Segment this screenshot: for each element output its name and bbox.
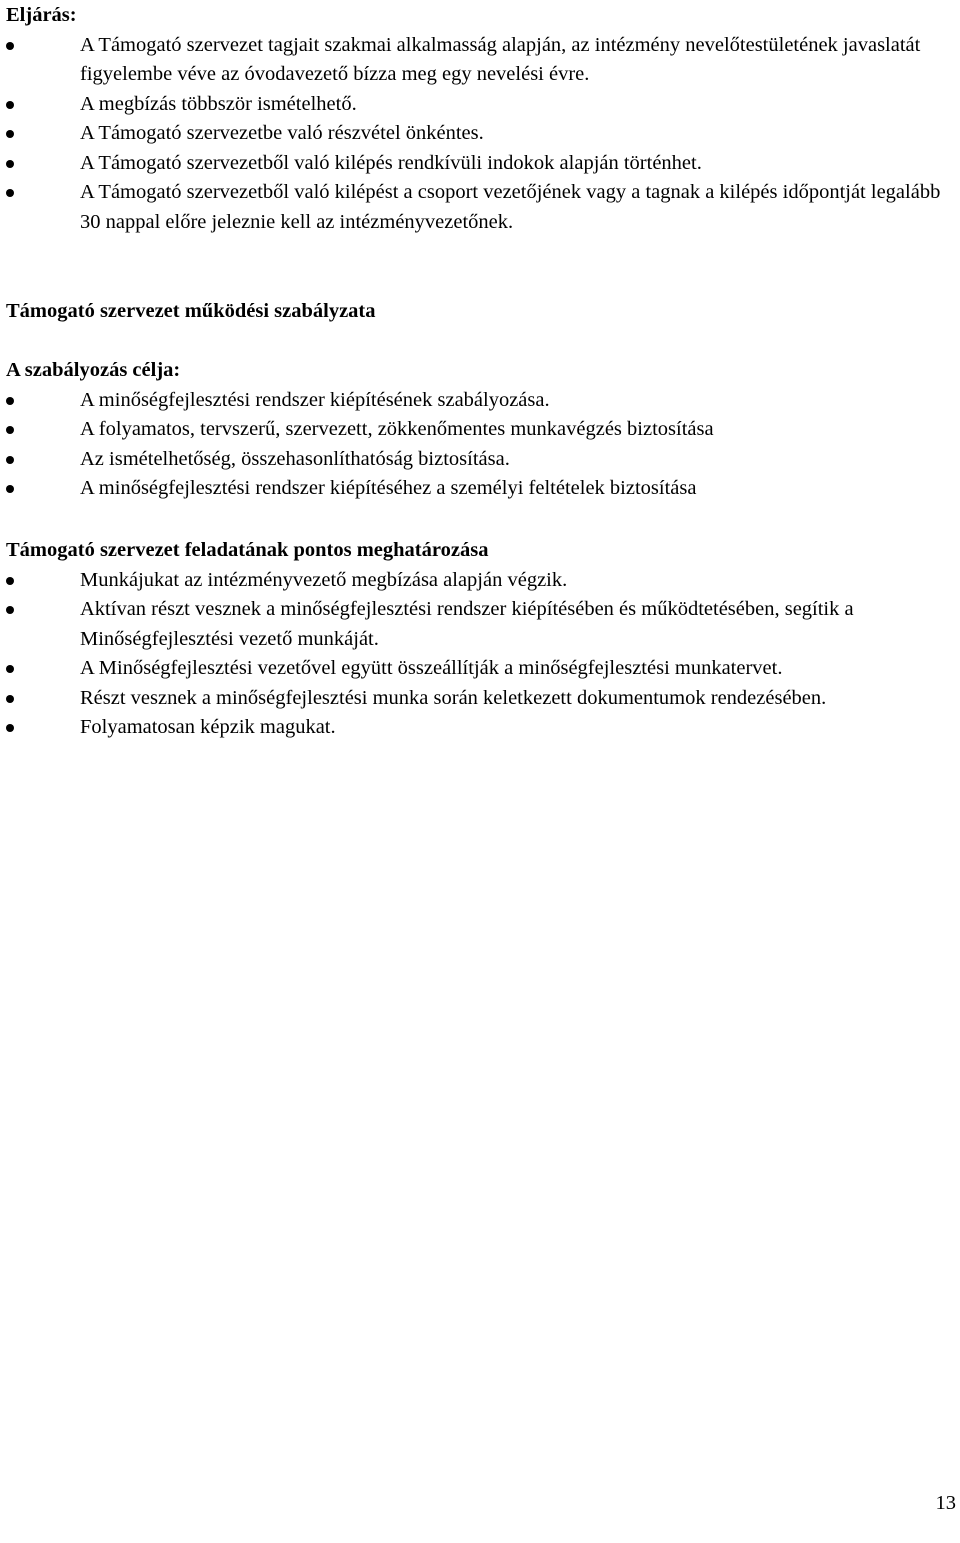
list-item: [6, 149, 956, 179]
list-item-text: Folyamatosan képzik magukat.: [80, 716, 336, 738]
list-item-text: Az ismételhetőség, összehasonlíthatóság biztosítása.: [80, 447, 510, 470]
list-item: [6, 415, 956, 445]
list-item-text: A Támogató szervezet tagjait szakmai alkalmasság alapján, az intézmény nevelőtestületének javaslatát figyelembe véve az óvodavezető bízza meg egy nevelési évre.: [80, 33, 921, 85]
list-item-text: A Minőségfejlesztési vezetővel együtt összeállítják a minőségfejlesztési munkatervet.: [80, 657, 783, 679]
list-item-text: A folyamatos, tervszerű, szervezett, zökkenőmentes munkavégzés biztosítása: [80, 418, 714, 440]
list-item: [6, 474, 956, 504]
page-number: 13: [935, 1492, 956, 1514]
list-item-text: A megbízás többször ismételhető.: [80, 92, 357, 115]
list-item: [6, 713, 956, 743]
list-item-text: A minőségfejlesztési rendszer kiépítésének szabályozása.: [80, 388, 550, 411]
section-feladat: [6, 536, 956, 743]
list-feladat: [6, 566, 956, 743]
list-item: [6, 566, 956, 596]
list-item: [6, 178, 956, 237]
bullet-icon: [6, 189, 14, 197]
section-eljaras: [6, 1, 956, 237]
bullet-icon: [6, 665, 14, 673]
bullet-icon: [6, 160, 14, 168]
list-item-text: Munkájukat az intézményvezető megbízása alapján végzik.: [80, 568, 568, 591]
bullet-icon: [6, 101, 14, 109]
bullet-icon: [6, 695, 14, 703]
list-item-text: Részt vesznek a minőségfejlesztési munka során keletkezett dokumentumok rendezésében.: [80, 686, 827, 709]
list-item-text: Aktívan részt vesznek a minőségfejlesztési rendszer kiépítésében és működtetésében, segítik a Minőségfejlesztési vezető munkáját.: [80, 598, 854, 650]
bullet-icon: [6, 42, 14, 50]
list-item: [6, 654, 956, 684]
list-item: [6, 445, 956, 475]
list-eljaras: [6, 31, 956, 238]
list-item: [6, 31, 956, 90]
heading-feladat: Támogató szervezet feladatának pontos meghatározása: [6, 539, 489, 561]
list-item-text: A Támogató szervezetből való kilépést a csoport vezetőjének vagy a tagnak a kilépés időpontját legalább 30 nappal előre jeleznie kell az intézményvezetőnek.: [80, 181, 941, 233]
list-item: [6, 386, 956, 416]
section-mukodesi: [6, 297, 956, 327]
list-item-text: A Támogató szervezetbe való részvétel önkéntes.: [80, 122, 484, 144]
heading-mukodesi: Támogató szervezet működési szabályzata: [6, 300, 376, 322]
list-item-text: A Támogató szervezetből való kilépés rendkívüli indokok alapján történhet.: [80, 151, 702, 174]
bullet-icon: [6, 577, 14, 585]
bullet-icon: [6, 606, 14, 614]
bullet-icon: [6, 130, 14, 138]
bullet-icon: [6, 426, 14, 434]
list-celja: [6, 386, 956, 504]
list-item: [6, 684, 956, 714]
section-celja: [6, 356, 956, 504]
list-item: [6, 595, 956, 654]
list-item-text: A minőségfejlesztési rendszer kiépítéséhez a személyi feltételek biztosítása: [80, 477, 697, 499]
heading-celja: A szabályozás célja:: [6, 359, 181, 381]
bullet-icon: [6, 724, 14, 732]
bullet-icon: [6, 456, 14, 464]
bullet-icon: [6, 485, 14, 493]
heading-eljaras: Eljárás:: [6, 4, 77, 26]
list-item: [6, 119, 956, 149]
list-item: [6, 90, 956, 120]
bullet-icon: [6, 397, 14, 405]
